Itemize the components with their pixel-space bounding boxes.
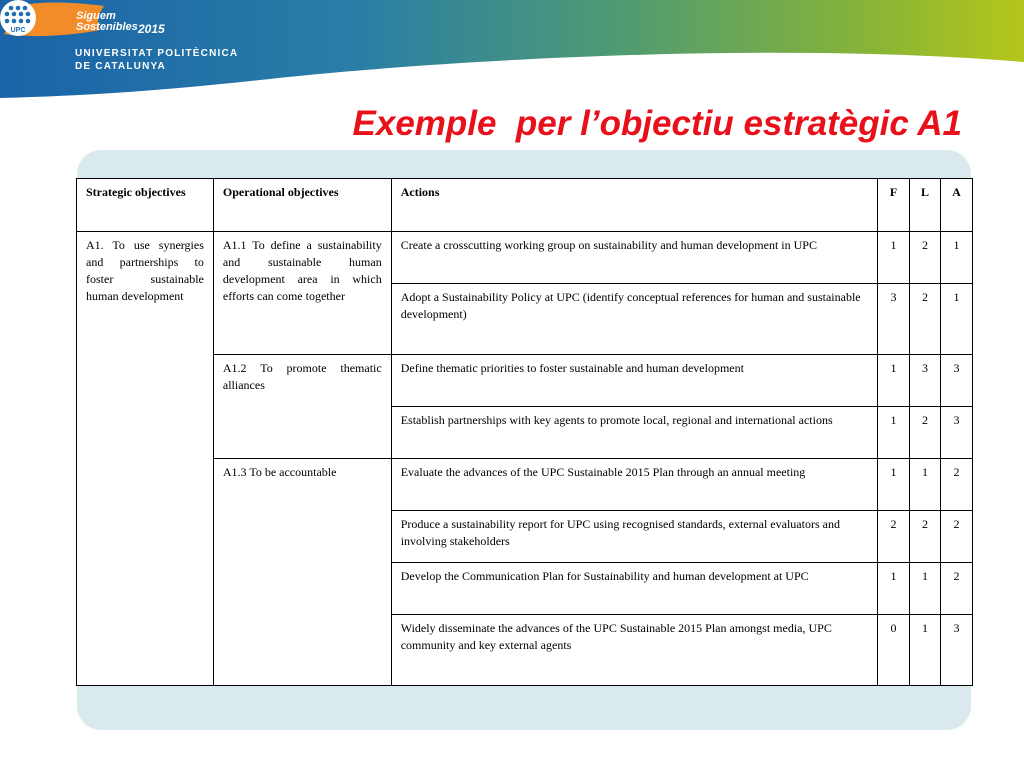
a-cell: 1: [940, 284, 972, 355]
campaign-label: [76, 11, 138, 33]
a-cell: 2: [940, 459, 972, 511]
slide-title: Exemple per l’objectiu estratègic A1: [352, 104, 962, 143]
f-cell: 1: [878, 355, 910, 407]
strategic-objective-cell: A1. To use synergies and partnerships to foster sustainable human development: [77, 232, 214, 686]
table-row: [77, 232, 973, 284]
action-cell: Adopt a Sustainability Policy at UPC (identify conceptual references for human and sustainable development): [391, 284, 877, 355]
upc-logo-icon: [0, 0, 36, 36]
header-a: A: [940, 179, 972, 232]
action-cell: Produce a sustainability report for UPC using recognised standards, external evaluators and involving stakeholders: [391, 511, 877, 563]
l-cell: 3: [910, 355, 941, 407]
f-cell: 3: [878, 284, 910, 355]
campaign-line1: Siguem: [76, 10, 116, 22]
a-cell: 3: [940, 615, 972, 686]
f-cell: 1: [878, 232, 910, 284]
campaign-year: 2015: [138, 22, 165, 36]
a-cell: 1: [940, 232, 972, 284]
action-cell: Evaluate the advances of the UPC Sustainable 2015 Plan through an annual meeting: [391, 459, 877, 511]
f-cell: 1: [878, 459, 910, 511]
a-cell: 3: [940, 355, 972, 407]
operational-objective-cell: A1.1 To define a sustainability and sustainable human development area in which efforts can come together: [213, 232, 391, 355]
f-cell: 1: [878, 407, 910, 459]
svg-text:UPC: UPC: [10, 27, 26, 34]
action-cell: Create a crosscutting working group on sustainability and human development in UPC: [391, 232, 877, 284]
action-cell: Establish partnerships with key agents to promote local, regional and international actions: [391, 407, 877, 459]
header-f: F: [878, 179, 910, 232]
f-cell: 1: [878, 563, 910, 615]
table-header-row: [77, 179, 973, 232]
objectives-table: [76, 178, 973, 686]
operational-objective-cell: A1.3 To be accountable: [213, 459, 391, 686]
a-cell: 2: [940, 511, 972, 563]
university-line2: DE CATALUNYA: [75, 61, 166, 72]
operational-objective-cell: A1.2 To promote thematic alliances: [213, 355, 391, 459]
l-cell: 2: [910, 284, 941, 355]
l-cell: 1: [910, 459, 941, 511]
header-actions: Actions: [391, 179, 877, 232]
f-cell: 0: [878, 615, 910, 686]
l-cell: 1: [910, 615, 941, 686]
header-strategic: Strategic objectives: [77, 179, 214, 232]
header-l: L: [910, 179, 941, 232]
action-cell: Develop the Communication Plan for Sustainability and human development at UPC: [391, 563, 877, 615]
a-cell: 2: [940, 563, 972, 615]
campaign-line2: Sostenibles: [76, 21, 138, 33]
f-cell: 2: [878, 511, 910, 563]
action-cell: Widely disseminate the advances of the UPC Sustainable 2015 Plan amongst media, UPC community and key external agents: [391, 615, 877, 686]
university-line1: UNIVERSITAT POLITÈCNICA: [75, 48, 239, 59]
l-cell: 2: [910, 232, 941, 284]
l-cell: 2: [910, 511, 941, 563]
a-cell: 3: [940, 407, 972, 459]
l-cell: 1: [910, 563, 941, 615]
action-cell: Define thematic priorities to foster sustainable and human development: [391, 355, 877, 407]
header-operational: Operational objectives: [213, 179, 391, 232]
l-cell: 2: [910, 407, 941, 459]
university-name: [75, 47, 238, 73]
header-banner: [0, 0, 1024, 100]
